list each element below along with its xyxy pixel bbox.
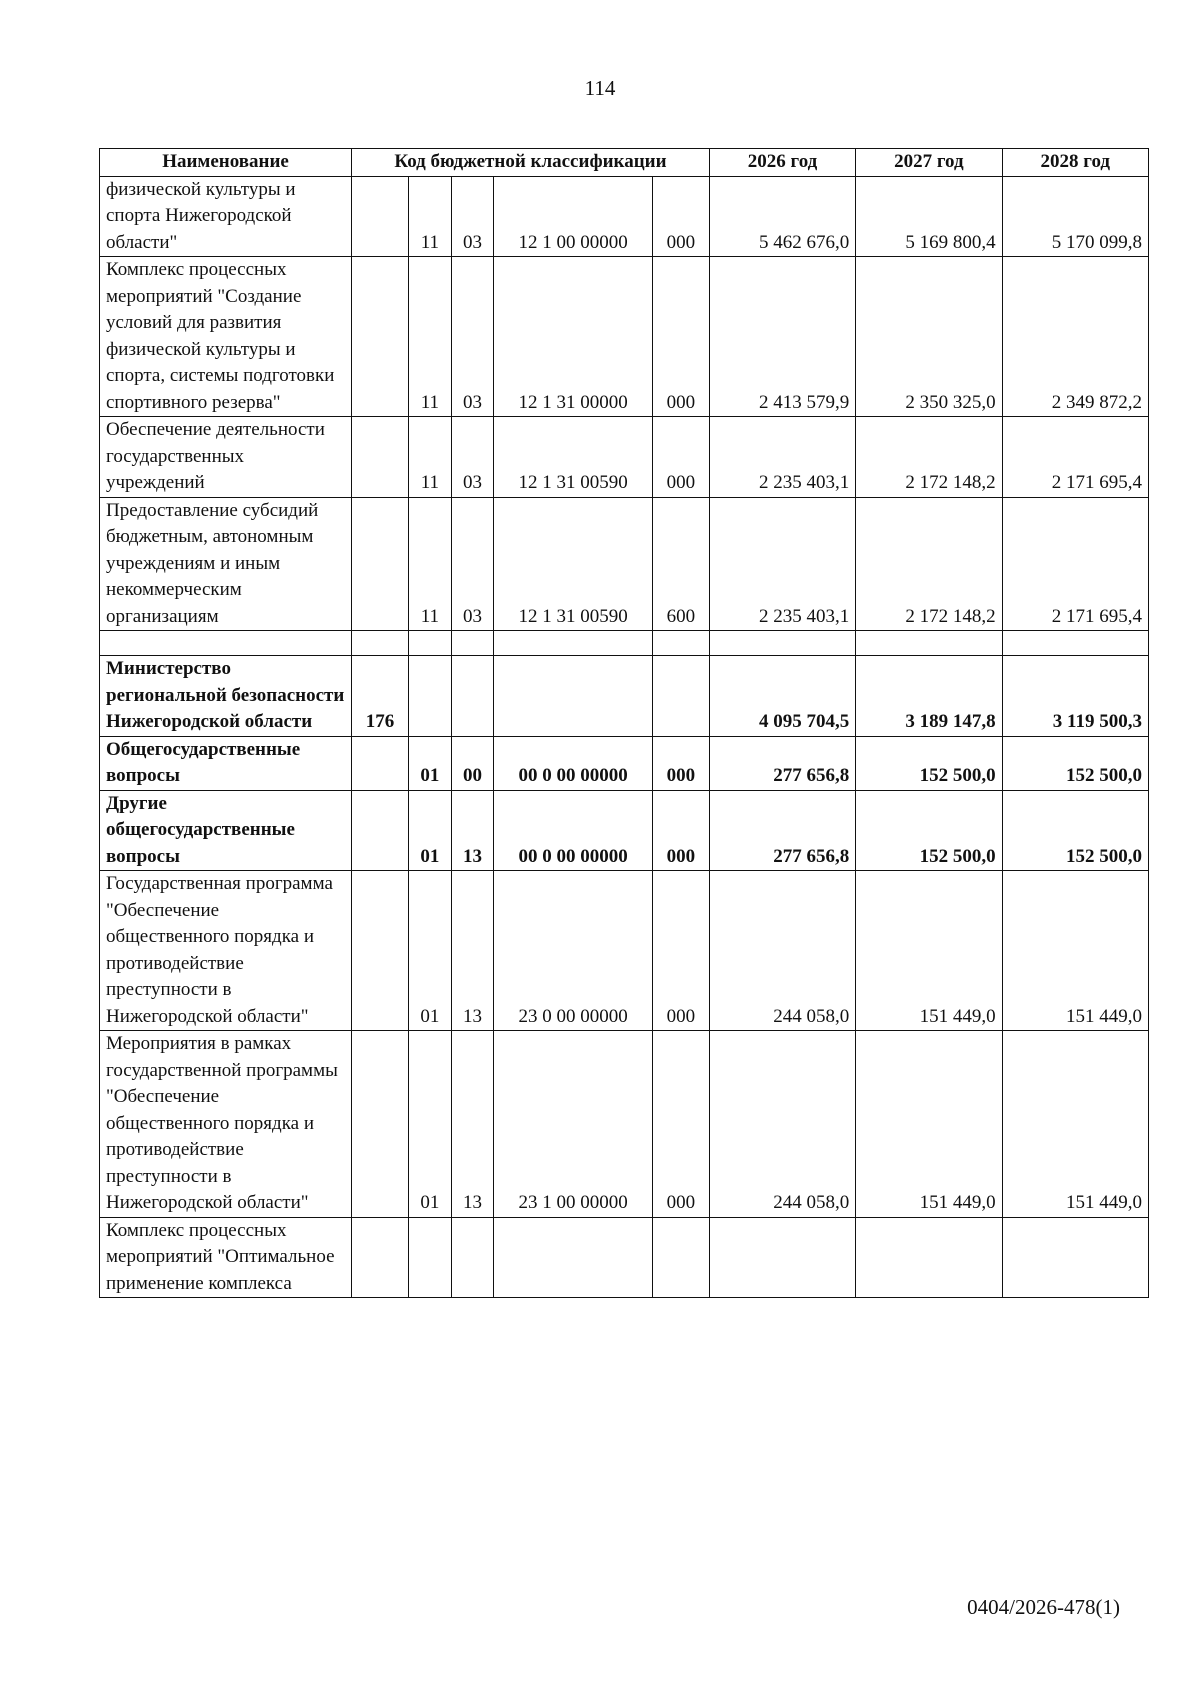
row-ved-code xyxy=(352,736,409,790)
row-section-code: 01 xyxy=(409,790,452,871)
row-value-2027: 152 500,0 xyxy=(856,790,1002,871)
row-value-2027 xyxy=(856,1217,1002,1298)
row-value-2026 xyxy=(709,1217,855,1298)
row-value-2028: 2 349 872,2 xyxy=(1002,257,1148,417)
row-value-2026: 244 058,0 xyxy=(709,1031,855,1218)
row-section-code: 11 xyxy=(409,176,452,257)
row-target-code: 12 1 31 00590 xyxy=(494,497,653,631)
row-value-2026: 5 462 676,0 xyxy=(709,176,855,257)
row-subsection-code xyxy=(451,1217,494,1298)
row-subsection-code: 13 xyxy=(451,871,494,1031)
row-name: Комплекс процессных мероприятий "Оптимальное применение комплекса xyxy=(100,1217,352,1298)
table-row xyxy=(100,871,1149,1031)
table-row xyxy=(100,736,1149,790)
row-target-code: 00 0 00 00000 xyxy=(494,736,653,790)
row-ved-code xyxy=(352,176,409,257)
row-subsection-code xyxy=(451,656,494,737)
row-section-code: 01 xyxy=(409,736,452,790)
row-expense-type-code: 000 xyxy=(652,257,709,417)
row-expense-type-code xyxy=(652,1217,709,1298)
table-body xyxy=(100,176,1149,1298)
row-name: Предоставление субсидий бюджетным, автономным учреждениям и иным некоммерческим организациям xyxy=(100,497,352,631)
row-section-code xyxy=(409,1217,452,1298)
row-name: Министерство региональной безопасности Нижегородской области xyxy=(100,656,352,737)
table-row xyxy=(100,656,1149,737)
row-value-2027: 151 449,0 xyxy=(856,1031,1002,1218)
row-value-2026: 2 235 403,1 xyxy=(709,417,855,498)
row-target-code: 23 1 00 00000 xyxy=(494,1031,653,1218)
row-name: Другие общегосударственные вопросы xyxy=(100,790,352,871)
row-value-2028: 3 119 500,3 xyxy=(1002,656,1148,737)
row-subsection-code: 03 xyxy=(451,176,494,257)
row-section-code: 11 xyxy=(409,417,452,498)
header-2028: 2028 год xyxy=(1002,149,1148,177)
row-value-2026: 2 235 403,1 xyxy=(709,497,855,631)
row-subsection-code: 03 xyxy=(451,497,494,631)
row-subsection-code: 00 xyxy=(451,736,494,790)
budget-table xyxy=(99,148,1149,1298)
row-ved-code xyxy=(352,631,409,656)
row-value-2028: 151 449,0 xyxy=(1002,871,1148,1031)
row-expense-type-code: 600 xyxy=(652,497,709,631)
row-section-code: 01 xyxy=(409,871,452,1031)
row-section-code xyxy=(409,631,452,656)
document-code: 0404/2026-478(1) xyxy=(967,1595,1120,1619)
row-value-2026: 2 413 579,9 xyxy=(709,257,855,417)
header-name: Наименование xyxy=(100,149,352,177)
row-subsection-code: 03 xyxy=(451,417,494,498)
row-value-2028: 5 170 099,8 xyxy=(1002,176,1148,257)
table-row xyxy=(100,1217,1149,1298)
row-name: Общегосударственные вопросы xyxy=(100,736,352,790)
row-target-code xyxy=(494,631,653,656)
row-subsection-code: 13 xyxy=(451,1031,494,1218)
row-target-code: 12 1 00 00000 xyxy=(494,176,653,257)
row-value-2027 xyxy=(856,631,1002,656)
table-row xyxy=(100,417,1149,498)
row-target-code: 12 1 31 00000 xyxy=(494,257,653,417)
row-section-code: 11 xyxy=(409,497,452,631)
table-header-row xyxy=(100,149,1149,177)
row-section-code: 11 xyxy=(409,257,452,417)
row-expense-type-code xyxy=(652,631,709,656)
page-number: 114 xyxy=(584,76,616,100)
header-code: Код бюджетной классификации xyxy=(352,149,710,177)
row-value-2027: 5 169 800,4 xyxy=(856,176,1002,257)
row-value-2026: 4 095 704,5 xyxy=(709,656,855,737)
row-ved-code xyxy=(352,1031,409,1218)
row-value-2027: 3 189 147,8 xyxy=(856,656,1002,737)
row-value-2027: 151 449,0 xyxy=(856,871,1002,1031)
row-ved-code: 176 xyxy=(352,656,409,737)
row-ved-code xyxy=(352,871,409,1031)
row-value-2028: 152 500,0 xyxy=(1002,736,1148,790)
row-expense-type-code: 000 xyxy=(652,176,709,257)
row-value-2026: 277 656,8 xyxy=(709,736,855,790)
row-expense-type-code: 000 xyxy=(652,1031,709,1218)
row-ved-code xyxy=(352,257,409,417)
row-name: Комплекс процессных мероприятий "Создание условий для развития физической культуры и спорта, системы подготовки спортивного резерва" xyxy=(100,257,352,417)
header-2027: 2027 год xyxy=(856,149,1002,177)
row-value-2026 xyxy=(709,631,855,656)
table-row xyxy=(100,1031,1149,1218)
row-expense-type-code xyxy=(652,656,709,737)
spacer-row xyxy=(100,631,1149,656)
row-target-code: 23 0 00 00000 xyxy=(494,871,653,1031)
row-expense-type-code: 000 xyxy=(652,871,709,1031)
row-name: Государственная программа "Обеспечение общественного порядка и противодействие преступности в Нижегородской области" xyxy=(100,871,352,1031)
row-section-code xyxy=(409,656,452,737)
row-name xyxy=(100,631,352,656)
row-ved-code xyxy=(352,1217,409,1298)
row-name: Мероприятия в рамках государственной программы "Обеспечение общественного порядка и противодействие преступности в Нижегородской области" xyxy=(100,1031,352,1218)
row-ved-code xyxy=(352,417,409,498)
row-subsection-code: 13 xyxy=(451,790,494,871)
row-ved-code xyxy=(352,497,409,631)
row-value-2028: 151 449,0 xyxy=(1002,1031,1148,1218)
header-2026: 2026 год xyxy=(709,149,855,177)
row-value-2026: 244 058,0 xyxy=(709,871,855,1031)
row-value-2027: 2 172 148,2 xyxy=(856,497,1002,631)
row-target-code: 12 1 31 00590 xyxy=(494,417,653,498)
row-value-2028: 2 171 695,4 xyxy=(1002,417,1148,498)
row-name: физической культуры и спорта Нижегородской области" xyxy=(100,176,352,257)
row-name: Обеспечение деятельности государственных учреждений xyxy=(100,417,352,498)
row-value-2028: 2 171 695,4 xyxy=(1002,497,1148,631)
table-row xyxy=(100,497,1149,631)
row-section-code: 01 xyxy=(409,1031,452,1218)
row-value-2028 xyxy=(1002,631,1148,656)
table-row xyxy=(100,790,1149,871)
row-expense-type-code: 000 xyxy=(652,790,709,871)
table-row xyxy=(100,257,1149,417)
row-ved-code xyxy=(352,790,409,871)
row-target-code xyxy=(494,656,653,737)
row-subsection-code: 03 xyxy=(451,257,494,417)
row-target-code xyxy=(494,1217,653,1298)
row-expense-type-code: 000 xyxy=(652,736,709,790)
row-subsection-code xyxy=(451,631,494,656)
row-value-2028: 152 500,0 xyxy=(1002,790,1148,871)
row-target-code: 00 0 00 00000 xyxy=(494,790,653,871)
row-value-2027: 2 172 148,2 xyxy=(856,417,1002,498)
row-expense-type-code: 000 xyxy=(652,417,709,498)
row-value-2027: 152 500,0 xyxy=(856,736,1002,790)
row-value-2027: 2 350 325,0 xyxy=(856,257,1002,417)
row-value-2028 xyxy=(1002,1217,1148,1298)
row-value-2026: 277 656,8 xyxy=(709,790,855,871)
table-row xyxy=(100,176,1149,257)
